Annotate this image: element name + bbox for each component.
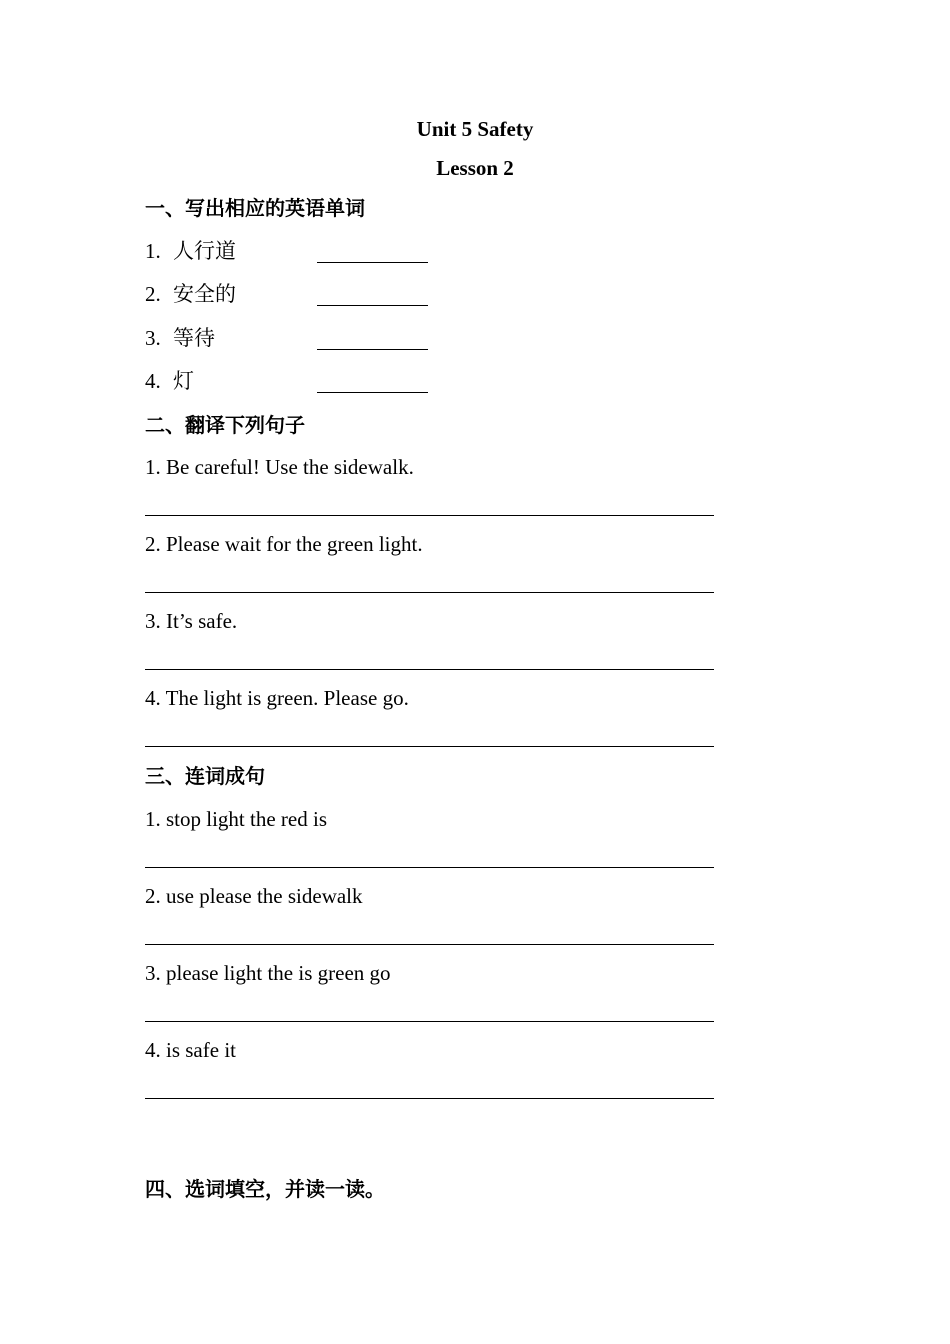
translate-item-2: 2. Please wait for the green light. [145,532,423,556]
word-item-2 [145,281,236,307]
translate-item-3: 3. It’s safe. [145,609,238,633]
translate-answer-line-2[interactable] [145,592,714,593]
word-item-number: 2. [145,282,161,306]
word-answer-blank-2[interactable] [317,305,428,306]
word-answer-blank-4[interactable] [317,392,428,393]
lesson-subtitle: Lesson 2 [436,156,514,180]
word-item-number: 4. [145,369,161,393]
reorder-answer-line-4[interactable] [145,1098,714,1099]
word-item-number: 1. [145,239,161,263]
translate-answer-line-3[interactable] [145,669,714,670]
word-item-text: 等待 [173,326,215,350]
word-item-3 [145,325,215,351]
word-item-1 [145,238,236,264]
word-item-text: 灯 [173,369,194,393]
word-answer-blank-1[interactable] [317,262,428,263]
section1-heading: 一、写出相应的英语单词 [145,196,365,220]
section4-heading: 四、选词填空，并读一读。 [145,1177,385,1201]
reorder-answer-line-3[interactable] [145,1021,714,1022]
section3-heading: 三、连词成句 [145,764,265,788]
word-item-text: 人行道 [173,239,236,263]
reorder-item-1: 1. stop light the red is [145,807,327,831]
word-item-text: 安全的 [173,282,236,306]
section2-heading: 二、翻译下列句子 [145,413,305,437]
translate-answer-line-4[interactable] [145,746,714,747]
reorder-answer-line-1[interactable] [145,867,714,868]
translate-item-1: 1. Be careful! Use the sidewalk. [145,455,414,479]
reorder-item-2: 2. use please the sidewalk [145,884,363,908]
page-title: Unit 5 Safety [416,117,534,141]
word-item-number: 3. [145,326,161,350]
translate-item-4: 4. The light is green. Please go. [145,686,409,710]
word-answer-blank-3[interactable] [317,349,428,350]
reorder-answer-line-2[interactable] [145,944,714,945]
translate-answer-line-1[interactable] [145,515,714,516]
reorder-item-3: 3. please light the is green go [145,961,391,985]
word-item-4 [145,368,194,394]
reorder-item-4: 4. is safe it [145,1038,236,1062]
